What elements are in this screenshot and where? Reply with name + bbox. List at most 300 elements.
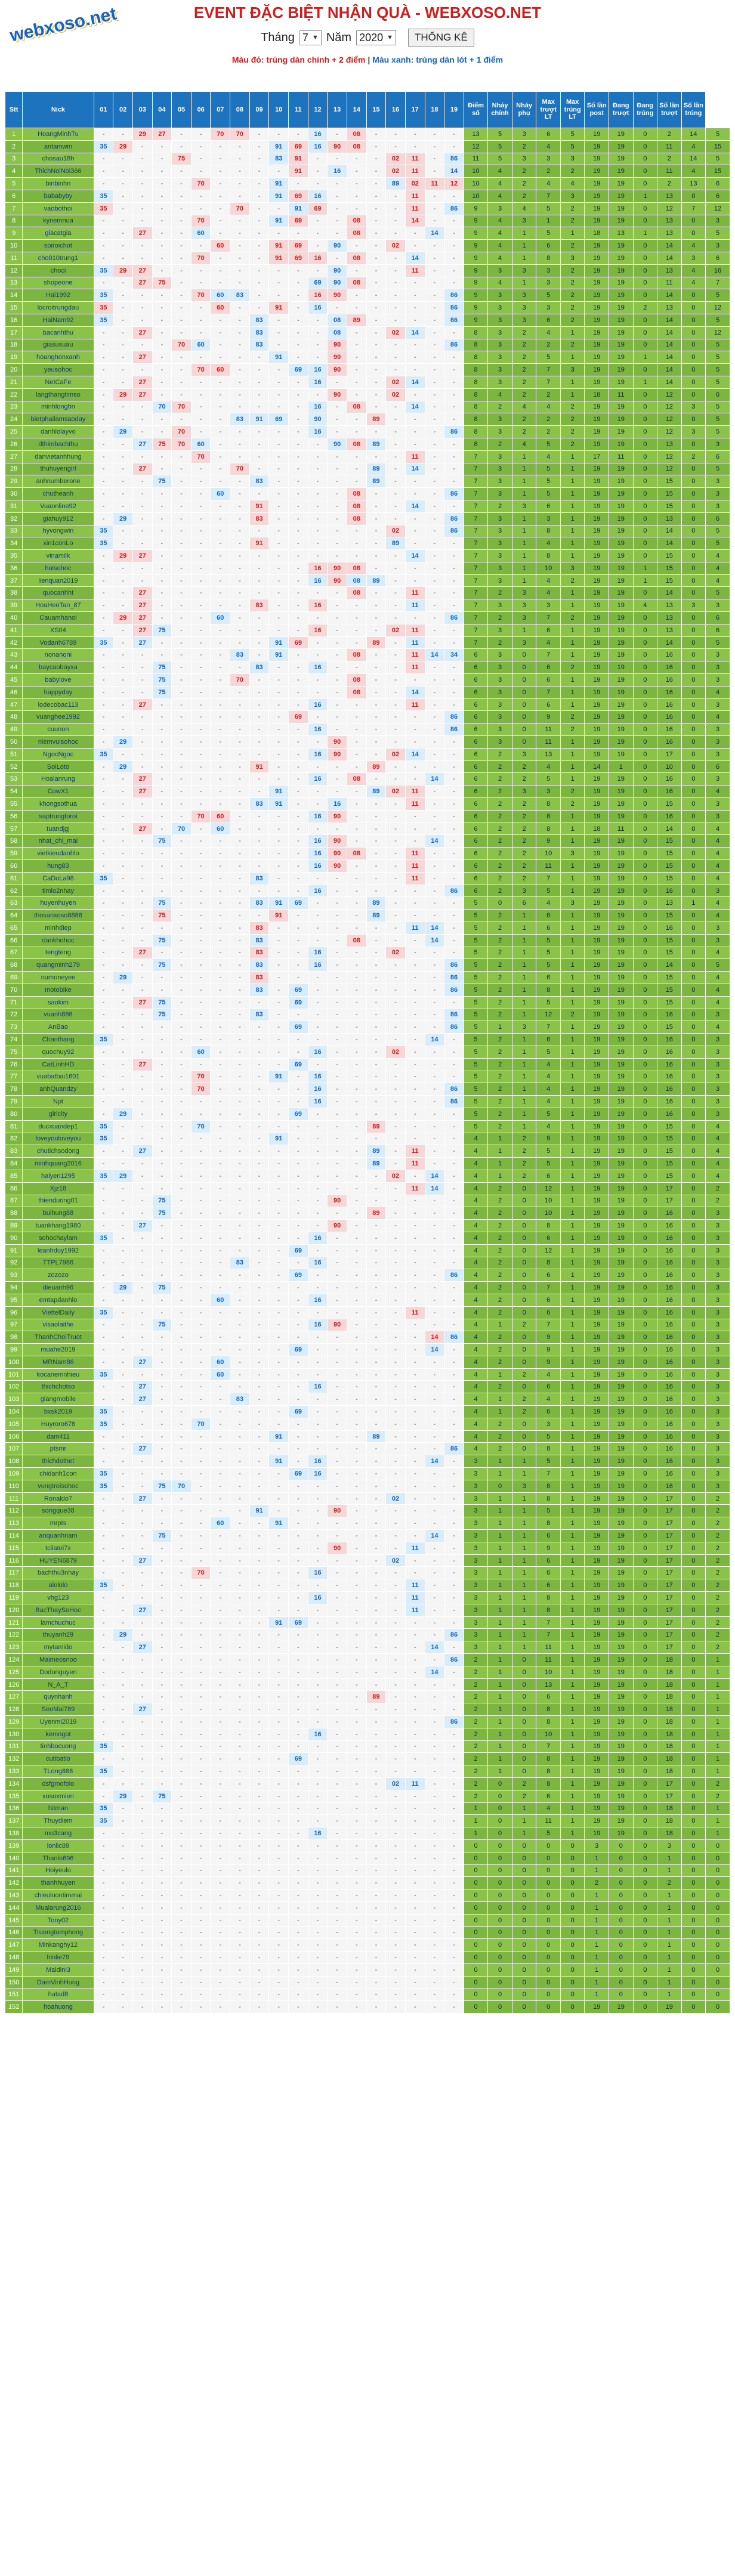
row-nick[interactable]: Hoalanrung <box>23 773 94 786</box>
row-nick[interactable]: anquanhnam <box>23 1530 94 1542</box>
row-nick[interactable]: yeusohoc <box>23 364 94 376</box>
row-nick[interactable]: nhat_chi_mai <box>23 835 94 848</box>
row-nick[interactable]: vuanh886 <box>23 1009 94 1021</box>
row-nick[interactable]: HUYEN6879 <box>23 1554 94 1567</box>
day-cell: - <box>152 264 172 277</box>
row-nick[interactable]: giacatgia <box>23 227 94 240</box>
day-cell: - <box>425 1604 444 1616</box>
row-nick[interactable]: mytamido <box>23 1641 94 1654</box>
day-cell: - <box>405 1641 425 1654</box>
row-rank: 107 <box>5 1443 23 1455</box>
row-nick[interactable]: tuankhang1980 <box>23 1220 94 1232</box>
stat-cell: 4 <box>706 848 730 860</box>
row-nick[interactable]: nonanoni <box>23 649 94 661</box>
day-cell: - <box>269 1790 289 1802</box>
day-cell: - <box>152 1331 172 1344</box>
row-nick[interactable]: BacThaySoHoc <box>23 1604 94 1616</box>
stat-cell: 0 <box>512 1344 536 1356</box>
day-cell: - <box>328 1021 347 1034</box>
day-cell: - <box>113 1145 133 1158</box>
row-nick[interactable]: Xjz18 <box>23 1182 94 1195</box>
day-cell: - <box>425 1790 444 1802</box>
statistics-button[interactable]: THỐNG KÊ <box>408 29 474 47</box>
row-nick[interactable]: loveyouloveyou <box>23 1133 94 1145</box>
row-nick[interactable]: leanhduy1992 <box>23 1244 94 1257</box>
table-row <box>5 1567 730 1579</box>
hit-number: 69 <box>294 192 302 200</box>
stat-cell: 1 <box>512 1492 536 1505</box>
day-cell: - <box>308 227 328 240</box>
day-cell: - <box>113 1418 133 1430</box>
row-nick[interactable]: tcilatoi7x <box>23 1542 94 1554</box>
row-nick[interactable]: sohochaylam <box>23 1232 94 1244</box>
row-nick[interactable]: saokim <box>23 996 94 1009</box>
day-cell: - <box>152 140 172 153</box>
day-cell: - <box>211 959 230 972</box>
row-nick[interactable]: niemvuisohoc <box>23 736 94 749</box>
stat-cell: 4 <box>464 1368 488 1381</box>
row-nick[interactable]: AnBao <box>23 1021 94 1034</box>
year-select[interactable] <box>356 30 396 45</box>
day-cell: - <box>425 1418 444 1430</box>
day-cell: - <box>211 661 230 674</box>
row-nick[interactable]: vinamilk <box>23 550 94 562</box>
day-cell: - <box>172 202 192 215</box>
day-cell: - <box>444 537 464 550</box>
row-nick[interactable]: Uyenmi2019 <box>23 1716 94 1728</box>
row-nick[interactable]: SoiLoto <box>23 760 94 773</box>
hit-number: 90 <box>333 341 341 349</box>
row-nick[interactable]: hoisohoc <box>23 562 94 574</box>
row-nick[interactable]: quynhanh <box>23 1691 94 1703</box>
row-nick[interactable]: thosanxoso8886 <box>23 910 94 922</box>
row-nick[interactable]: ptsmr <box>23 1443 94 1455</box>
row-nick[interactable]: quocanhht <box>23 587 94 599</box>
stat-cell: 6 <box>464 822 488 835</box>
hit-number: 29 <box>119 1631 127 1639</box>
day-cell: - <box>94 1703 113 1716</box>
day-cell: - <box>347 1145 366 1158</box>
row-nick[interactable]: quochuy92 <box>23 1046 94 1058</box>
stat-cell: 0 <box>633 1579 657 1592</box>
row-nick[interactable]: Vodanh6789 <box>23 636 94 649</box>
row-nick[interactable]: locroitrungdau <box>23 302 94 314</box>
row-nick[interactable]: vhg123 <box>23 1592 94 1604</box>
stat-cell: 7 <box>536 364 561 376</box>
row-nick[interactable]: haiyen1295 <box>23 1170 94 1182</box>
row-nick[interactable]: bietphailamsaoday <box>23 413 94 426</box>
row-nick[interactable]: vietkieudanhlo <box>23 848 94 860</box>
day-cell-sub-hit <box>249 934 269 947</box>
day-cell: - <box>328 1592 347 1604</box>
row-nick[interactable]: happyday <box>23 686 94 698</box>
day-cell: - <box>211 1406 230 1418</box>
day-cell: - <box>94 711 113 723</box>
hit-number: 91 <box>275 800 283 808</box>
stat-cell: 17 <box>657 1517 682 1530</box>
day-cell: - <box>347 959 366 972</box>
row-nick[interactable]: Cauamhanoi <box>23 612 94 624</box>
row-nick[interactable]: emtapdanhlo <box>23 1294 94 1306</box>
row-nick[interactable]: kocanemnhieu <box>23 1368 94 1381</box>
stat-cell: 19 <box>585 674 609 686</box>
day-cell: - <box>230 314 250 326</box>
stat-cell: 2 <box>512 326 536 339</box>
day-cell: - <box>230 711 250 723</box>
hit-number: 27 <box>138 1358 146 1366</box>
stat-cell: 1 <box>488 1455 512 1468</box>
row-nick[interactable]: Thuydiem <box>23 1815 94 1827</box>
day-cell: - <box>444 438 464 450</box>
day-cell-sub-hit <box>328 240 347 252</box>
row-nick[interactable]: minhlonghn <box>23 401 94 413</box>
day-cell-sub-hit <box>444 1629 464 1641</box>
day-cell-sub-hit <box>308 1728 328 1740</box>
stat-cell: 5 <box>706 227 730 240</box>
stat-cell: 3 <box>488 562 512 574</box>
row-nick[interactable]: bababyby <box>23 190 94 202</box>
row-rank: 137 <box>5 1815 23 1827</box>
row-nick[interactable]: MRNam86 <box>23 1356 94 1368</box>
row-nick[interactable]: thuhuyengirl <box>23 463 94 475</box>
stat-cell: 5 <box>706 463 730 475</box>
row-nick[interactable]: muahe2019 <box>23 1344 94 1356</box>
day-cell: - <box>386 872 406 885</box>
day-cell: - <box>230 698 250 711</box>
day-cell: - <box>425 1145 444 1158</box>
row-nick[interactable]: ducxuandep1 <box>23 1120 94 1133</box>
page-header <box>0 0 735 67</box>
row-nick[interactable]: dieuanh96 <box>23 1282 94 1294</box>
row-nick[interactable]: bachthu3nhay <box>23 1567 94 1579</box>
row-nick[interactable]: saptrungtoroi <box>23 810 94 822</box>
row-nick[interactable]: baycaobayxa <box>23 661 94 674</box>
stat-cell: 5 <box>706 959 730 972</box>
row-nick[interactable]: Ronaldo7 <box>23 1492 94 1505</box>
row-nick[interactable]: thichdothet <box>23 1455 94 1468</box>
row-nick[interactable]: cuunon <box>23 723 94 736</box>
day-cell: - <box>308 178 328 190</box>
row-nick[interactable]: Dodonguyen <box>23 1666 94 1678</box>
row-nick[interactable]: vungtroisohoc <box>23 1480 94 1492</box>
day-cell: - <box>230 1629 250 1641</box>
row-nick[interactable]: kemngot <box>23 1728 94 1740</box>
month-select[interactable] <box>299 30 322 45</box>
day-cell: - <box>425 910 444 922</box>
stat-cell: 16 <box>657 1232 682 1244</box>
day-cell: - <box>269 872 289 885</box>
day-cell: - <box>347 1777 366 1790</box>
day-cell: - <box>425 401 444 413</box>
row-nick[interactable]: xin1conLo <box>23 537 94 550</box>
day-cell: - <box>94 1716 113 1728</box>
row-nick[interactable]: zozozo <box>23 1269 94 1282</box>
row-nick[interactable]: hung83 <box>23 860 94 873</box>
row-nick[interactable]: xosoxmien <box>23 1790 94 1802</box>
hit-number: 27 <box>138 1445 146 1453</box>
day-cell: - <box>172 165 192 178</box>
hit-number: 08 <box>353 515 360 522</box>
row-nick[interactable]: quangminh279 <box>23 959 94 972</box>
day-cell: - <box>132 972 152 984</box>
day-cell: - <box>172 525 192 537</box>
row-nick[interactable]: cutibatlo <box>23 1753 94 1765</box>
row-nick[interactable]: ThichNoiNoi366 <box>23 165 94 178</box>
day-cell: - <box>211 860 230 873</box>
row-nick[interactable]: tengteng <box>23 947 94 959</box>
row-nick[interactable]: babylove <box>23 674 94 686</box>
stat-cell: 19 <box>609 1009 633 1021</box>
row-nick[interactable]: thienduong01 <box>23 1195 94 1207</box>
stat-cell: 0 <box>633 972 657 984</box>
row-nick[interactable]: thuyanh29 <box>23 1629 94 1641</box>
stat-cell: 0 <box>633 153 657 165</box>
row-nick[interactable]: lienquan2019 <box>23 574 94 587</box>
day-cell: - <box>308 463 328 475</box>
row-nick[interactable]: CowX1 <box>23 786 94 798</box>
row-nick[interactable]: thichchotso <box>23 1381 94 1393</box>
row-nick[interactable]: CaDoLa98 <box>23 872 94 885</box>
row-nick[interactable]: tinhbocuong <box>23 1740 94 1753</box>
stat-cell: 19 <box>609 1492 633 1505</box>
day-cell-main-hit <box>405 202 425 215</box>
row-nick[interactable]: chutichsodong <box>23 1145 94 1158</box>
stat-cell: 2 <box>488 885 512 897</box>
stat-cell: 0 <box>681 649 706 661</box>
day-cell: - <box>94 1530 113 1542</box>
day-cell: - <box>405 1728 425 1740</box>
row-nick[interactable]: girlcity <box>23 1108 94 1120</box>
row-nick[interactable]: Hai1992 <box>23 289 94 302</box>
table-row <box>5 1021 730 1034</box>
stat-cell: 2 <box>488 798 512 811</box>
day-cell: - <box>172 1344 192 1356</box>
day-cell-sub-hit <box>289 202 308 215</box>
row-nick[interactable]: minhquang2016 <box>23 1158 94 1170</box>
row-nick[interactable]: NetCaFe <box>23 376 94 388</box>
row-nick[interactable]: giasusuau <box>23 339 94 351</box>
row-nick[interactable]: alololo <box>23 1579 94 1592</box>
row-nick[interactable]: anhQuandzy <box>23 1083 94 1096</box>
day-cell: - <box>94 1753 113 1765</box>
column-header: Stt <box>5 92 23 128</box>
row-nick[interactable]: visaolaithe <box>23 1319 94 1331</box>
stat-cell: 0 <box>633 1505 657 1517</box>
stat-cell: 1 <box>560 1331 585 1344</box>
stat-cell: 4 <box>536 1368 561 1381</box>
row-nick[interactable]: soiroichot <box>23 240 94 252</box>
row-nick[interactable]: kynemnua <box>23 215 94 227</box>
day-cell: - <box>366 835 386 848</box>
day-cell: - <box>444 240 464 252</box>
day-cell: - <box>347 1815 366 1827</box>
stat-cell: 5 <box>536 996 561 1009</box>
stat-cell: 0 <box>681 1604 706 1616</box>
row-nick[interactable]: bxsk2019 <box>23 1406 94 1418</box>
row-nick[interactable]: motobike <box>23 984 94 996</box>
hit-number: 16 <box>314 1048 322 1056</box>
day-cell-main-hit <box>211 810 230 822</box>
row-nick[interactable]: dam411 <box>23 1430 94 1443</box>
stat-cell: 0 <box>633 1468 657 1480</box>
row-nick[interactable]: giangmobile <box>23 1393 94 1406</box>
day-cell: - <box>366 1815 386 1827</box>
row-nick[interactable]: vuabatbai1601 <box>23 1071 94 1083</box>
row-nick[interactable]: lodecobac113 <box>23 698 94 711</box>
stat-cell: 1 <box>512 1071 536 1083</box>
stat-cell: 5 <box>536 1108 561 1120</box>
stat-cell: 0 <box>512 674 536 686</box>
row-nick[interactable]: huyenhuyen <box>23 897 94 910</box>
day-cell: - <box>152 1145 172 1158</box>
row-nick[interactable]: Npt <box>23 1096 94 1108</box>
day-cell: - <box>152 711 172 723</box>
day-cell: - <box>249 711 269 723</box>
row-nick[interactable]: buihung88 <box>23 1207 94 1220</box>
day-cell: - <box>191 1170 211 1182</box>
row-nick[interactable]: HoaHeoTan_87 <box>23 599 94 612</box>
day-cell: - <box>386 1244 406 1257</box>
row-nick[interactable]: HoangMinhTu <box>23 128 94 141</box>
day-cell-sub-hit <box>230 289 250 302</box>
row-nick[interactable]: CatLinhHD <box>23 1058 94 1071</box>
hit-number: 90 <box>333 750 341 758</box>
row-nick[interactable]: Vuaonline92 <box>23 500 94 512</box>
row-nick[interactable]: mrpts <box>23 1517 94 1530</box>
day-cell: - <box>172 215 192 227</box>
stat-cell: 0 <box>633 686 657 698</box>
day-cell: - <box>289 1158 308 1170</box>
stat-cell: 2 <box>488 947 512 959</box>
row-nick[interactable]: dankhohoc <box>23 934 94 947</box>
row-nick[interactable]: numoneyee <box>23 972 94 984</box>
row-nick[interactable]: shopeone <box>23 277 94 289</box>
day-cell: - <box>366 1554 386 1567</box>
row-nick[interactable]: danhlolayvo <box>23 426 94 438</box>
site-logo[interactable]: webxoso.net <box>8 4 119 46</box>
stat-cell: 1 <box>560 1542 585 1554</box>
row-nick[interactable]: bacanhthu <box>23 326 94 339</box>
day-cell-sub-hit <box>405 401 425 413</box>
stat-cell: 18 <box>657 1691 682 1703</box>
row-nick[interactable]: NgocNgoc <box>23 748 94 760</box>
day-cell: - <box>289 922 308 935</box>
day-cell: - <box>405 1716 425 1728</box>
stat-cell: 2 <box>706 1554 730 1567</box>
row-nick[interactable]: songque38 <box>23 1505 94 1517</box>
stat-cell: 19 <box>585 897 609 910</box>
row-nick[interactable]: anhnumberone <box>23 475 94 488</box>
stat-cell: 11 <box>536 736 561 749</box>
row-nick[interactable]: Maimeosnoo <box>23 1654 94 1666</box>
row-nick[interactable]: dthimbachthu <box>23 438 94 450</box>
row-nick[interactable]: Huyroro678 <box>23 1418 94 1430</box>
stat-cell: 19 <box>609 1269 633 1282</box>
row-nick[interactable]: antamwin <box>23 140 94 153</box>
day-cell-main-hit <box>132 550 152 562</box>
row-nick[interactable]: tuandjgj <box>23 822 94 835</box>
stat-cell: 19 <box>609 1244 633 1257</box>
day-cell: - <box>172 1567 192 1579</box>
row-nick[interactable]: chidanh1con <box>23 1468 94 1480</box>
stat-cell: 19 <box>609 1195 633 1207</box>
day-cell: - <box>425 736 444 749</box>
row-nick[interactable]: TTPL7986 <box>23 1257 94 1269</box>
row-nick[interactable]: binbinhn <box>23 178 94 190</box>
hit-number: 75 <box>158 1011 166 1019</box>
row-nick[interactable]: chutheanh <box>23 488 94 500</box>
day-cell: - <box>113 128 133 141</box>
row-nick[interactable]: vuanghee1992 <box>23 711 94 723</box>
stat-cell: 19 <box>609 1083 633 1096</box>
day-cell: - <box>152 848 172 860</box>
day-cell-sub-hit <box>366 1158 386 1170</box>
stat-cell: 5 <box>464 984 488 996</box>
row-nick[interactable]: vaobothoi <box>23 202 94 215</box>
row-nick[interactable]: dsfgmofolo <box>23 1777 94 1790</box>
row-nick[interactable]: hitman <box>23 1802 94 1815</box>
row-nick[interactable]: SeoMai789 <box>23 1703 94 1716</box>
row-nick[interactable]: timlo2nhay <box>23 885 94 897</box>
day-cell: - <box>249 1641 269 1654</box>
row-nick[interactable]: langthangtimso <box>23 388 94 401</box>
row-nick[interactable]: N_A_T <box>23 1678 94 1691</box>
stat-cell: 12 <box>657 202 682 215</box>
day-cell-main-hit <box>308 599 328 612</box>
row-nick[interactable]: lamchuchuc <box>23 1616 94 1629</box>
row-nick[interactable]: ViettelDaily <box>23 1306 94 1319</box>
row-nick[interactable]: HaiNam92 <box>23 314 94 326</box>
row-nick[interactable]: chosau18h <box>23 153 94 165</box>
stat-cell: 1 <box>560 1306 585 1319</box>
stat-cell: 1 <box>706 1691 730 1703</box>
row-nick[interactable]: giahuy912 <box>23 512 94 525</box>
day-cell: - <box>172 1666 192 1678</box>
day-cell: - <box>113 1765 133 1778</box>
day-cell: - <box>172 376 192 388</box>
day-cell: - <box>386 1579 406 1592</box>
day-cell: - <box>366 376 386 388</box>
day-cell: - <box>94 153 113 165</box>
row-nick[interactable]: mo3cang <box>23 1827 94 1840</box>
stat-cell: 0 <box>633 848 657 860</box>
day-cell: - <box>366 1232 386 1244</box>
row-nick[interactable]: ThanhChoiTruot <box>23 1331 94 1344</box>
day-cell: - <box>425 1777 444 1790</box>
row-nick[interactable]: cho010trung1 <box>23 252 94 264</box>
day-cell: - <box>347 661 366 674</box>
row-nick[interactable]: danvietanhhung <box>23 450 94 463</box>
row-nick[interactable]: khongsothua <box>23 798 94 811</box>
row-nick[interactable]: TLong888 <box>23 1765 94 1778</box>
day-cell: - <box>366 822 386 835</box>
day-cell: - <box>289 1716 308 1728</box>
day-cell: - <box>405 562 425 574</box>
stat-cell: 6 <box>464 885 488 897</box>
day-cell: - <box>425 1691 444 1703</box>
row-nick[interactable]: minhdiep <box>23 922 94 935</box>
row-nick[interactable]: Chanthang <box>23 1034 94 1046</box>
day-cell-main-hit <box>347 562 366 574</box>
day-cell: - <box>289 1133 308 1145</box>
row-nick[interactable]: hyvongwin <box>23 525 94 537</box>
row-nick[interactable]: hoanghonxanh <box>23 351 94 364</box>
row-nick[interactable]: choci <box>23 264 94 277</box>
row-nick[interactable]: XS04 <box>23 624 94 636</box>
day-cell: - <box>113 1344 133 1356</box>
day-cell: - <box>230 512 250 525</box>
stat-cell: 13 <box>464 128 488 141</box>
